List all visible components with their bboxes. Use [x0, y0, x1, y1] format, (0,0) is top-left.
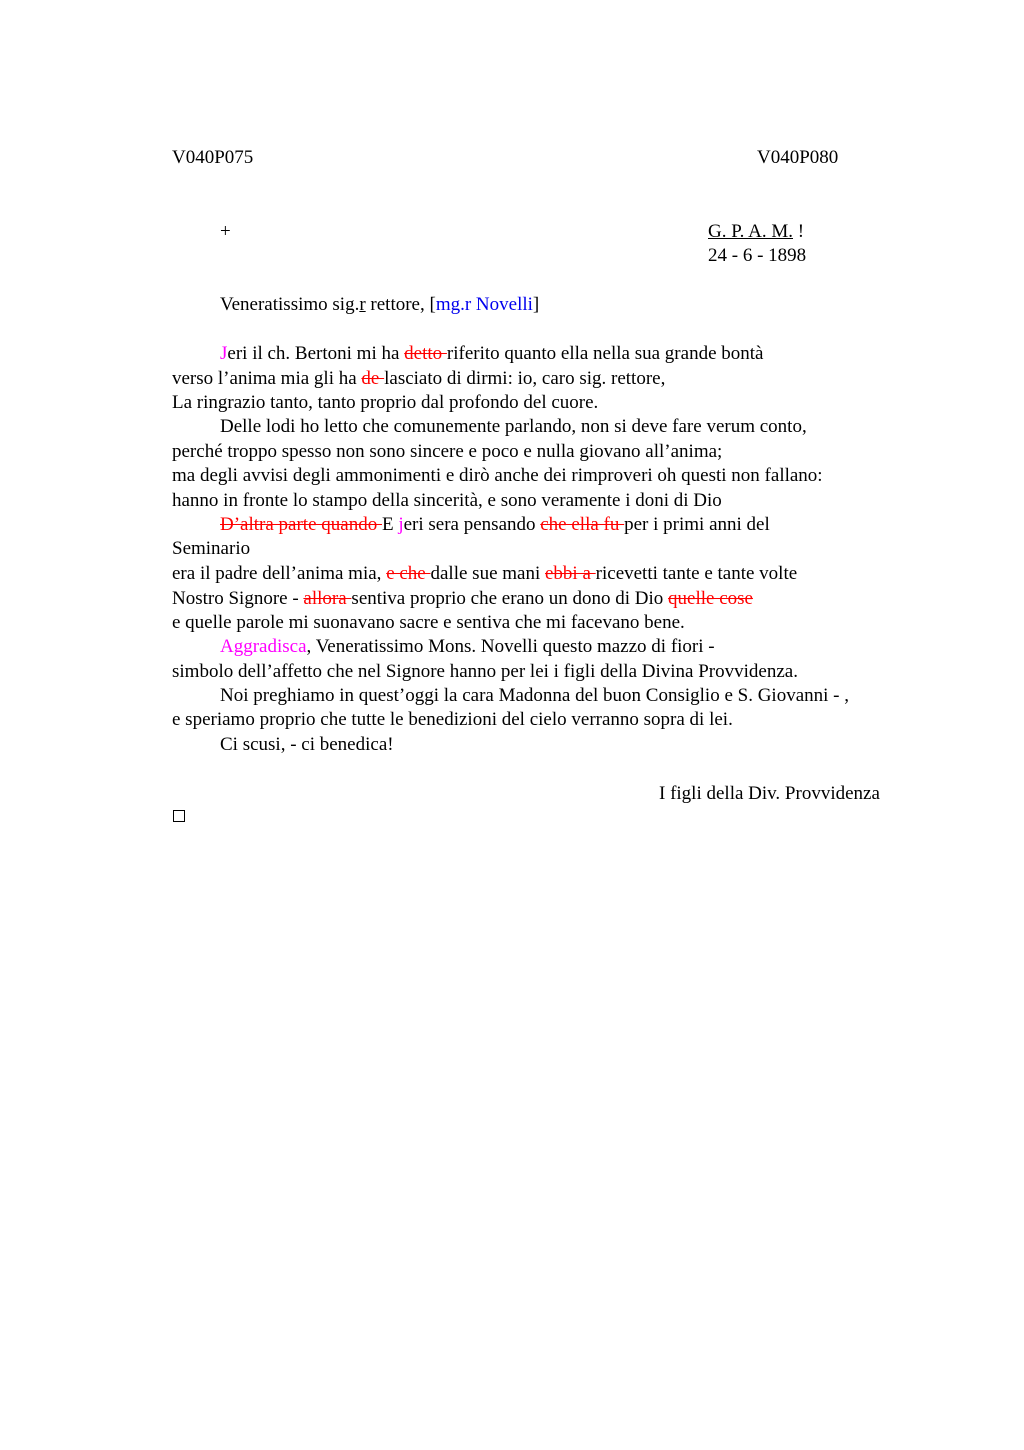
deleted-text: allora — [303, 588, 352, 609]
page-code-left: V040P075 — [172, 147, 254, 168]
text-segment: ricevetti tante e tante volte — [595, 563, 798, 584]
body-line-13 — [220, 635, 715, 659]
body-line-15: Noi preghiamo in quest’oggi la cara Madonna del buon Consiglio e S. Giovanni - , — [220, 685, 849, 706]
magenta-letter: j — [398, 514, 404, 535]
deleted-text: ebbi a — [545, 563, 596, 584]
body-line-2 — [172, 367, 665, 391]
body-line-9: Seminario — [172, 538, 251, 559]
deleted-text: detto — [404, 343, 447, 364]
motto-exclamation: ! — [793, 221, 805, 242]
body-line-16: e speriamo proprio che tutte le benedizioni del cielo verranno sopra di lei. — [172, 709, 733, 730]
text-segment: Nostro Signore - — [172, 588, 304, 609]
text-segment: per i primi anni del — [624, 514, 770, 535]
body-line-7: hanno in fronte lo stampo della sincerità, e sono veramente i doni di Dio — [172, 490, 722, 511]
text-segment: eri sera pensando — [403, 514, 541, 535]
text-segment: riferito quanto ella nella sua grande bontà — [446, 343, 764, 364]
body-line-1 — [220, 342, 763, 366]
text-segment: era il padre dell’anima mia, — [172, 563, 387, 584]
body-line-17: Ci scusi, - ci benedica! — [220, 734, 394, 755]
deleted-text: D’altra parte quando — [220, 514, 382, 535]
text-segment: sentiva proprio che erano un dono di Dio — [351, 588, 669, 609]
body-line-3: La ringrazio tanto, tanto proprio dal profondo del cuore. — [172, 392, 599, 413]
body-line-12: e quelle parole mi suonavano sacre e sentiva che mi facevano bene. — [172, 612, 685, 633]
salutation-before: Veneratissimo sig. — [220, 294, 360, 315]
text-segment: eri il ch. Bertoni mi ha — [227, 343, 405, 364]
text-segment: lasciato di dirmi: io, caro sig. rettore, — [384, 368, 666, 389]
text-segment: E — [381, 514, 399, 535]
deleted-text: de — [361, 368, 385, 389]
motto-text: G. P. A. M. — [708, 221, 793, 242]
deleted-text: e che — [386, 563, 431, 584]
page-code-right: V040P080 — [757, 147, 839, 168]
deleted-text: quelle cose — [668, 588, 753, 609]
cross-symbol: + — [220, 221, 231, 242]
motto — [708, 220, 804, 244]
text-segment: verso l’anima mia gli ha — [172, 368, 362, 389]
end-box-icon — [173, 810, 185, 822]
salutation-after: rettore, [ — [365, 294, 436, 315]
editor-note: mg.r Novelli — [435, 294, 533, 315]
signature: I figli della Div. Provvidenza — [659, 783, 880, 804]
salutation-superscript: r — [359, 294, 366, 315]
salutation — [220, 293, 539, 317]
magenta-initial: J — [220, 343, 228, 364]
letter-date: 24 - 6 - 1898 — [708, 245, 807, 266]
magenta-word: Aggradisca — [220, 636, 307, 657]
body-line-10 — [172, 562, 797, 586]
text-segment: , Veneratissimo Mons. Novelli questo mazzo di fiori - — [306, 636, 715, 657]
body-line-6: ma degli avvisi degli ammonimenti e dirò anche dei rimproveri oh questi non fallano: — [172, 465, 823, 486]
body-line-5: perché troppo spesso non sono sincere e poco e nulla giovano all’anima; — [172, 441, 723, 462]
body-line-14: simbolo dell’affetto che nel Signore hanno per lei i figli della Divina Provvidenza. — [172, 661, 798, 682]
body-line-11 — [172, 587, 753, 611]
body-line-8 — [220, 513, 770, 537]
body-line-4: Delle lodi ho letto che comunemente parlando, non si deve fare verum conto, — [220, 416, 807, 437]
text-segment: dalle sue mani — [430, 563, 545, 584]
deleted-text: che ella fu — [540, 514, 625, 535]
salutation-close: ] — [532, 294, 540, 315]
